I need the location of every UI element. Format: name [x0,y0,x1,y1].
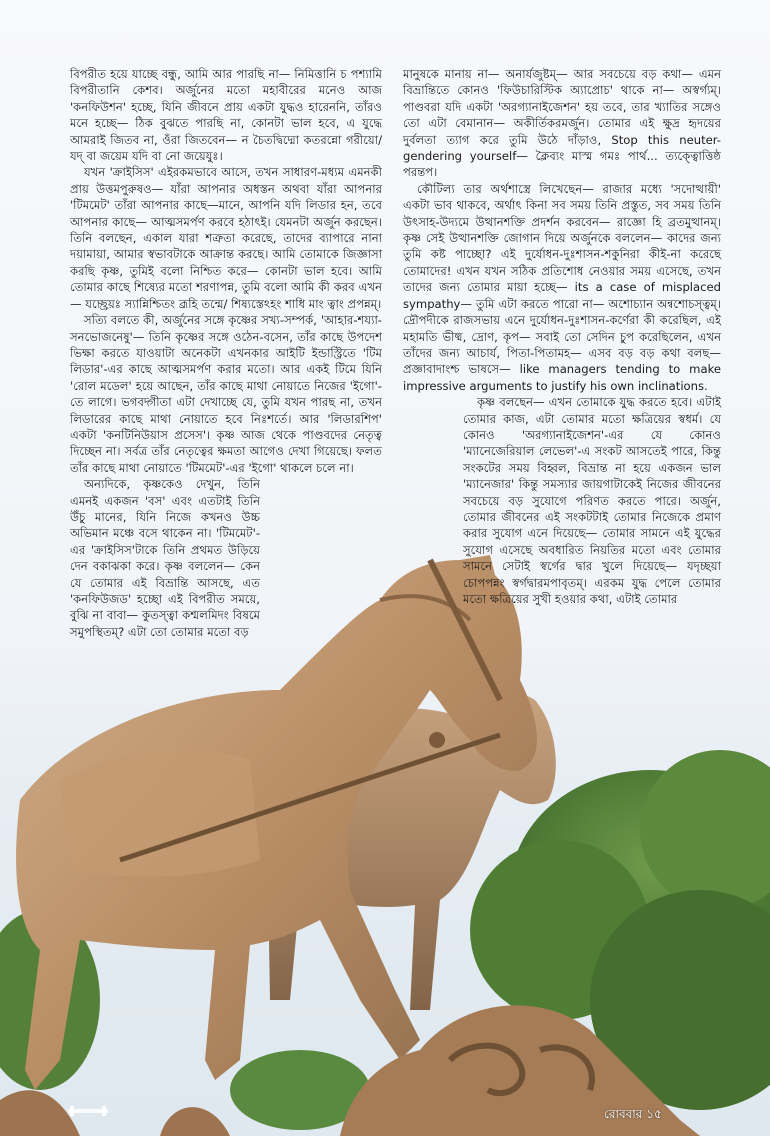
paragraph: বিপরীত হয়ে যাচ্ছে বন্ধু, আমি আর পারছি না— নিমিত্তানি চ পশ্যামি বিপরীতানি কেশব। অর্জুনের মতো মহাবীরের মনেও আজ 'কনফিউশন' হচ্ছে, যিনি জীবনে প্রায় একটা যুদ্ধও হারেননি, তাঁরও মনে হচ্ছে— ঠিক বুঝতে পারছি না, কোনটা ভাল হবে, এ যুদ্ধে আমরাই জিতব না, ওঁরা জিতবেন— ন চৈতদ্বিদ্মো কতরন্নো গরীয়ো/ যদ্ বা জয়েম যদি বা নো জয়েযুঃ। [70,67,382,164]
page-footer [604,1106,662,1126]
page-number: ১৫ [646,1107,662,1121]
magazine-name: রোববার [604,1107,643,1121]
paragraph: যখন 'ক্রাইসিস' এইরকমভাবে আসে, তখন সাধারণ-মধ্যম এমনকী প্রায় উত্তমপুরুষও— যাঁরা আপনার অধস্তন অথবা যাঁরা আপনার 'টিমমেট' তাঁরা আপনার কাছে—মানে, আপনি যদি লিডার হন, তবে আপনার কাছে— আত্মসমর্পণ করবে হঠাৎই। যেমনটা অর্জুন করছেন। তিনি বলছেন, একাল যারা শত্রুতা করেছে, তাদের ব্যাপারে নানা দয়ামায়া, আমার স্বভাবটাকে আক্রান্ত করছে। আমি তোমাকে জিজ্ঞাসা করছি কৃষ্ণ, তুমিই বলো নিশ্চিত করে— কোনটা ভাল হবে। আমি তোমার কাছে শিষ্যের মতো শরণাপন্ন, তুমি বলো আমি কী করব এখন— যচ্ছ্রেয়ঃ স্যান্নিশ্চিতং ব্রূহি তন্মে/ শিষ্যস্তেঽহং শাধি মাং ত্বাং প্রপন্নম্। [70,165,382,311]
magazine-logo-icon [68,1104,108,1118]
right-column [403,66,721,607]
paragraph: কৃষ্ণ বলছেন— এখন তোমাকে যুদ্ধ করতে হবে। এটাই তোমার কাজ, এটা তোমার মতো ক্ষত্রিয়ের স্বধর্ম। যে কোনও 'অরগ্যানাইজেশন'-এর যে কোনও 'ম্যানেজেরিয়াল লেভেল'-এ সংকট আসতেই পারে, কিন্তু সংকটের সময় বিহ্বল, বিভ্রান্ত না হয়ে একজন ভাল 'ম্যানেজার' কিন্তু সমস্যার জায়গাটাকেই নিজের জীবনের সবচেয়ে বড় সুযোগে পরিণত করতে পারে। অর্জুন, তোমার জীবনের এই সংকটটাই তোমার নিজেকে প্রমাণ করার সুযোগ এনে দিয়েছে— তোমার সামনে এই যুদ্ধের সুযোগ এসেছে অবধারিত নিয়তির মতো এবং তোমার সামনে সেটাই স্বর্গের দ্বার খুলে দিয়েছে— যদৃচ্ছয়া চোপপন্নং স্বর্গদ্বারমপাবৃতম্। এরকম যুদ্ধ পেলে তোমার মতো ক্ষত্রিয়ের সুখী হওয়ার কথা, এটাই তোমার [463,395,721,606]
paragraph: কৌটিল্য তার অর্থশাস্ত্রে লিখেছেন— রাজার মধ্যে 'সদোত্থায়ী' একটা ভাব থাকবে, অর্থাৎ কিনা সব সময় তিনি প্রস্তুত, সব সময় তিনি উৎসাহ-উদ্যমে উত্থানশক্তি প্রদর্শন করবেন— রাজ্ঞো হি ব্রতমুত্থানম্। কৃষ্ণ সেই উত্থানশক্তি জোগান দিয়ে অর্জুনকে বললেন— কাদের জন্য তুমি কষ্ট পাচ্ছো? এই দুর্যোধন-দুঃশাসন-শকুনিরা কীই-না করেছে তোমাদের! এখন যখন সঠিক প্রতিশোধ নেওয়ার সময় এসেছে, তখন তাদের জন্য তোমার মায়া হচ্ছে— its a case of misplaced sympathy— তুমি এটা করতে পারো না— অশোচ্যান অন্বশোচস্ত্বম্। দ্রৌপদীকে রাজসভায় এনে দুর্যোধন-দুঃশাসন-কর্ণেরা কী করেছিল, এই মহামতি ভীষ্ম, দ্রোণ, কৃপ— সবাই তো সেদিন চুপ করেছিলেন, এখন তাঁদের জন্য আচার্য, পিতা-পিতামহ— এসব বড় বড় কথা বলছ— প্রজ্ঞাবাদাংশ্চ ভাষসে— like managers tending to make impressive arguments to justify his own inclinations. [403,181,721,393]
paragraph: সত্যি বলতে কী, অর্জুনের সঙ্গে কৃষ্ণের সখ্য-সম্পর্ক, 'আহার-শয্যা-সনভোজনেষু'— তিনি কৃষ্ণের সঙ্গে ওঠেন-বসেন, তাঁর কাছে উপদেশ ভিক্ষা করতে যাওয়াটা অনেকটা এখনকার আইটি ইন্ডাস্ট্রিতে 'টিম লিডার'-এর কাছে আত্মসমর্পণ করার মতো। আর একই টিমে যিনি 'রোল মডেল' হয়ে আছেন, তাঁর কাছে মাথা নোয়াতে নিজের 'ইগো'-তে লাগে। ভগবদ্গীতা এটা দেখাচ্ছে যে, তুমি যখন পারছ না, তখন লিডারের কাছে মাথা নোয়াতে হবে নিঃশর্তে। আর 'লিডারশিপ' একটা 'কনটিনিউয়াস প্রসেস'। কৃষ্ণ আজ থেকে পাণ্ডবদের নেতৃত্ব দিচ্ছেন না। সর্বত্র তাঁর নেতৃত্বের ক্ষমতা আগেও দেখা গিয়েছে। ফলত তাঁর কাছে মাথা নোয়াতে 'টিমমেট'-এর 'ইগো' থাকলে চলে না। [70,313,382,475]
paragraph: মানুষকে মানায় না— অনার্যজুষ্টম্— আর সবচেয়ে বড় কথা— এমন বিভ্রান্তিতে কোনও 'ফিউচারিস্টিক অ্যাপ্রোচ' থাকে না— অস্বর্গ্যম্। পাণ্ডবরা যদি একটা 'অরগ্যানাইজেশন' হয় তবে, তার খ্যাতির সঙ্গেও তো এটা বেমানান— অকীর্তিকরমর্জুন। তোমার এই ক্ষুদ্র হৃদয়ের দুর্বলতা ত্যাগ করে তুমি উঠে দাঁড়াও, Stop this neuter-gendering yourself— ক্লৈব্যং মাস্ম গমঃ পার্থ... ত্যক্ত্বোত্তিষ্ঠ পরন্তপ। [403,67,721,180]
left-column [70,66,382,640]
paragraph: অন্যদিকে, কৃষ্ণকেও দেখুন, তিনি এমনই একজন 'বস' এবং এতটাই তিনি উঁচু মানের, যিনি নিজে কখনও উচ্চ অভিমান মঞ্চে বসে থাকেন না। 'টিমমেট'-এর 'ক্রাইসিস'টাকে তিনি প্রথমত উড়িয়ে দেন বকাঝকা করে। কৃষ্ণ বললেন— কেন যে তোমার এই বিভ্রান্তি আসছে, এত 'কনফিউজড' হচ্ছো এই বিপরীত সময়ে, বুঝি না বাবা— কুতস্ত্বা কশ্মলমিদং বিষমে সমুপস্থিতম্? এটা তো তোমার মতো বড় [70,477,260,639]
